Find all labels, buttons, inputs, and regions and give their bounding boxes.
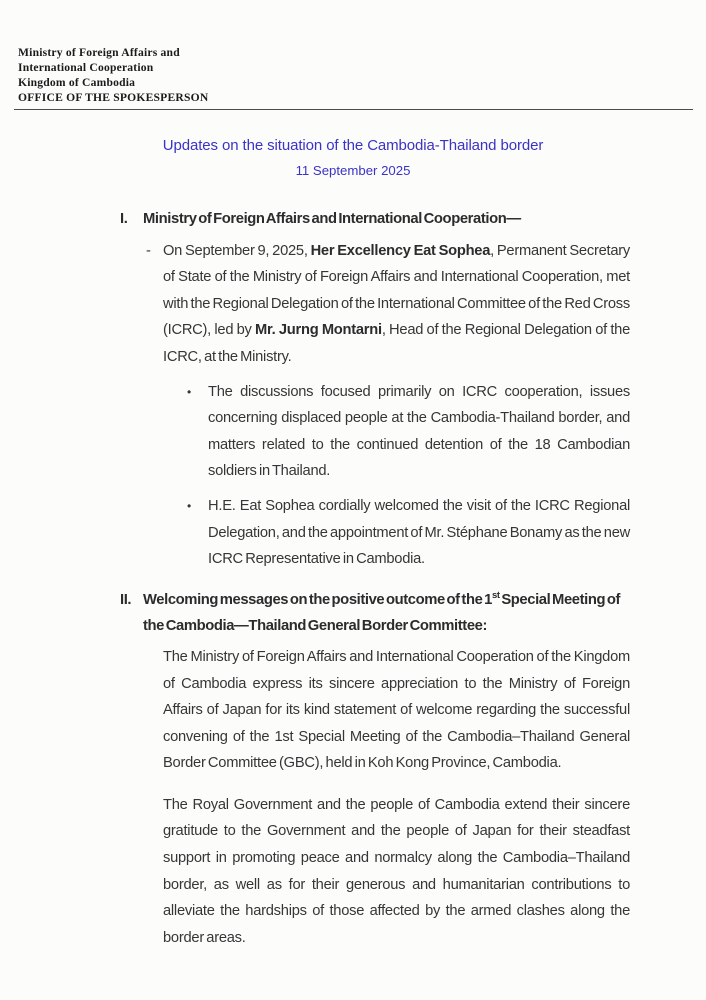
section-2-heading-text: Special Meeting of the Cambodia—Thailand General Border Committee:	[143, 591, 621, 635]
section-1-heading	[120, 206, 630, 233]
bullet-marker: •	[187, 498, 191, 513]
section-2-heading-text: Welcoming messages on the positive outcome of the 1	[143, 591, 492, 608]
bullet-item	[187, 493, 630, 573]
document-title: Updates on the situation of the Cambodia-Thailand border	[162, 137, 544, 154]
text-segment: , Permanent Secretary of State of the Ministry of Foreign Affairs and International Cooperation, met with the Regional Delegation of the International Committee of the Red Cross (ICRC), led by	[163, 242, 630, 339]
section-2-numeral: II.	[120, 591, 132, 608]
letterhead-line-kingdom: Kingdom of Cambodia	[18, 75, 136, 89]
body-paragraph: The Ministry of Foreign Affairs and International Cooperation of the Kingdom of Cambodia express its sincere appreciation to the Ministry of Foreign Affairs of Japan for its kind statement of welcome regarding the successful convening of the 1st Special Meeting of the Cambodia–Thailand General Border Committee (GBC), held in Koh Kong Province, Cambodia.	[163, 648, 630, 772]
dash-marker: -	[146, 242, 151, 259]
section-2-heading	[120, 587, 630, 640]
person-name: Her Excellency Eat Sophea	[310, 242, 491, 259]
person-name: Mr. Jurng Montarni	[255, 322, 382, 339]
bullet-marker: •	[187, 384, 191, 399]
ordinal-superscript: st	[491, 589, 500, 601]
document-body	[120, 206, 630, 951]
document-date: 11 September 2025	[295, 163, 411, 178]
letterhead	[18, 46, 208, 106]
bullet-text: The discussions focused primarily on ICRC cooperation, issues concerning displaced people at the Cambodia-Thailand border, and matters related to the continued detention of the 18 Cambodian soldiers in Thailand.	[208, 383, 630, 480]
section-1	[120, 206, 630, 573]
section-1-numeral: I.	[120, 211, 128, 227]
header-divider	[14, 109, 693, 110]
letterhead-line-cooperation: International Cooperation	[18, 60, 154, 74]
body-paragraph: The Royal Government and the people of Cambodia extend their sincere gratitude to the Government and the people of Japan for their steadfast support in promoting peace and normalcy along the Cambodia–Thailand border, as well as for their generous and humanitarian contributions to alleviate the hardships of those affected by the armed clashes along the border areas.	[163, 796, 630, 946]
text-segment: , Head of the Regional Delegation of the ICRC, at the Ministry.	[163, 322, 630, 365]
letterhead-line-office: OFFICE OF THE SPOKESPERSON	[18, 90, 209, 104]
section-1-heading-text: Ministry of Foreign Affairs and International Cooperation—	[143, 211, 521, 227]
dash-paragraph	[146, 238, 630, 371]
section-2	[120, 587, 630, 952]
text-segment: On September 9, 2025,	[163, 242, 311, 259]
bullet-item	[187, 379, 630, 485]
letterhead-line-ministry: Ministry of Foreign Affairs and	[18, 46, 180, 59]
bullet-text: H.E. Eat Sophea cordially welcomed the visit of the ICRC Regional Delegation, and the appointment of Mr. Stéphane Bonamy as the new ICRC Representative in Cambodia.	[208, 497, 630, 568]
